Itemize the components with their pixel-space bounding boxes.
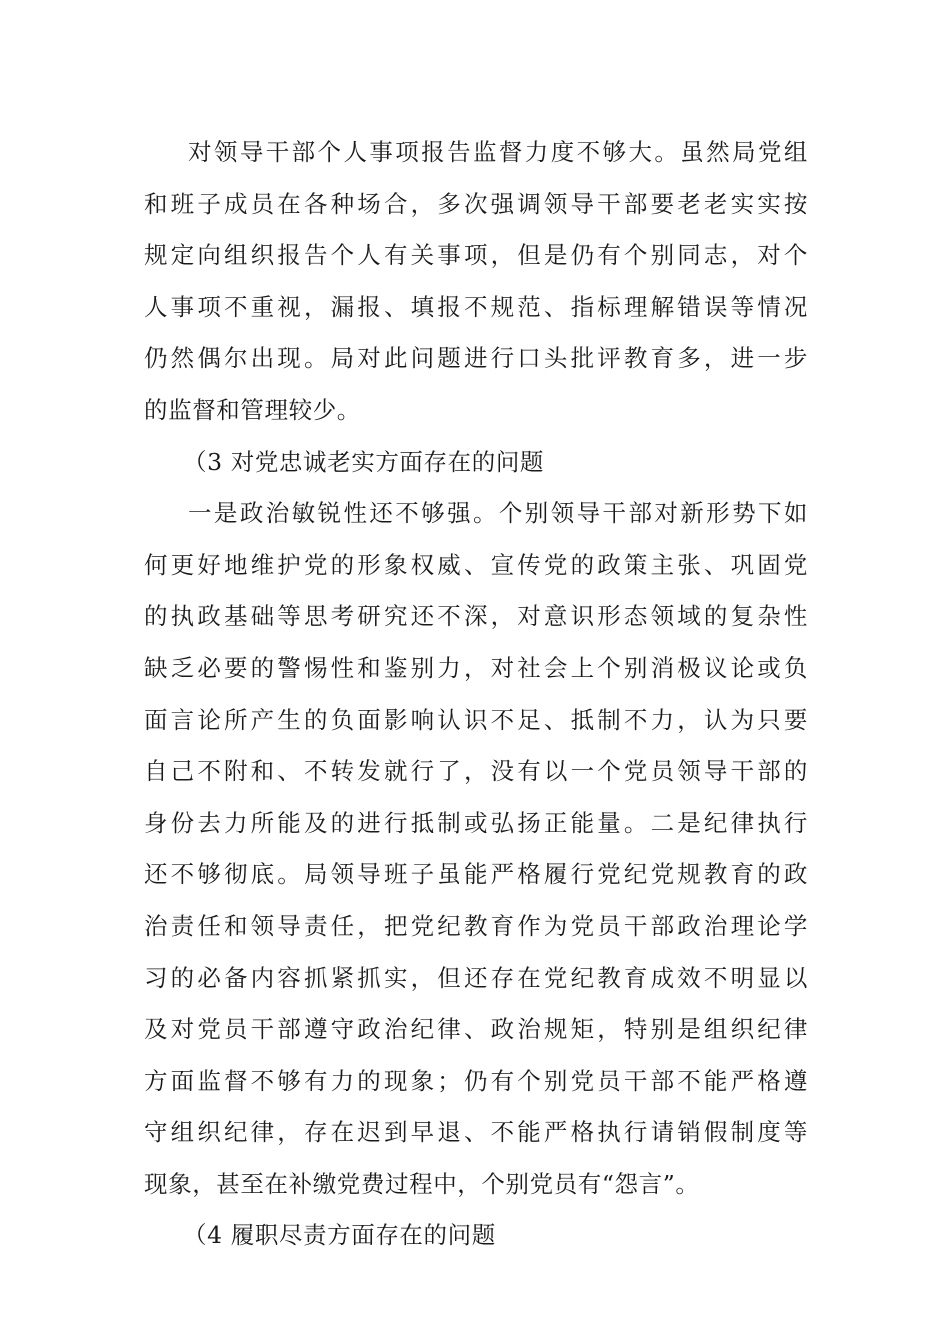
paragraph-line: 身份去力所能及的进行抵制或弘扬正能量。二是纪律执行	[144, 808, 808, 837]
paragraph-line: 何更好地维护党的形象权威、宣传党的政策主张、巩固党	[144, 550, 808, 579]
paragraph-line: 缺乏必要的警惕性和鉴别力，对社会上个别消极议论或负	[144, 653, 808, 682]
paragraph-line: 面言论所产生的负面影响认识不足、抵制不力，认为只要	[144, 705, 808, 734]
section-heading-3: （3 对党忠诚老实方面存在的问题	[183, 447, 545, 476]
section-heading-4: （4 履职尽责方面存在的问题	[183, 1221, 496, 1250]
paragraph-line: 习的必备内容抓紧抓实，但还存在党纪教育成效不明显以	[144, 963, 808, 992]
paragraph-line: 方面监督不够有力的现象；仍有个别党员干部不能严格遵	[144, 1066, 808, 1095]
paragraph-line: 仍然偶尔出现。局对此问题进行口头批评教育多，进一步	[144, 344, 808, 373]
paragraph-line: 还不够彻底。局领导班子虽能严格履行党纪党规教育的政	[144, 860, 808, 889]
paragraph-line: 的监督和管理较少。	[144, 395, 361, 424]
paragraph-line: 自己不附和、不转发就行了，没有以一个党员领导干部的	[144, 757, 808, 786]
paragraph-line: 治责任和领导责任，把党纪教育作为党员干部政治理论学	[144, 911, 808, 940]
paragraph-line: 对领导干部个人事项报告监督力度不够大。虽然局党组	[188, 138, 808, 166]
document-body	[144, 127, 808, 1262]
paragraph-line: 人事项不重视，漏报、填报不规范、指标理解错误等情况	[144, 292, 808, 321]
paragraph-line: 的执政基础等思考研究还不深，对意识形态领域的复杂性	[144, 602, 808, 631]
paragraph-line: 及对党员干部遵守政治纪律、政治规矩，特别是组织纪律	[144, 1015, 808, 1044]
paragraph-line: 和班子成员在各种场合，多次强调领导干部要老老实实按	[144, 189, 808, 218]
paragraph-line: 规定向组织报告个人有关事项，但是仍有个别同志，对个	[144, 241, 808, 270]
paragraph-line: 守组织纪律，存在迟到早退、不能严格执行请销假制度等	[144, 1118, 808, 1147]
paragraph-line: 一是政治敏锐性还不够强。个别领导干部对新形势下如	[188, 499, 808, 528]
paragraph-line: 现象，甚至在补缴党费过程中，个别党员有“怨言”。	[144, 1169, 700, 1198]
